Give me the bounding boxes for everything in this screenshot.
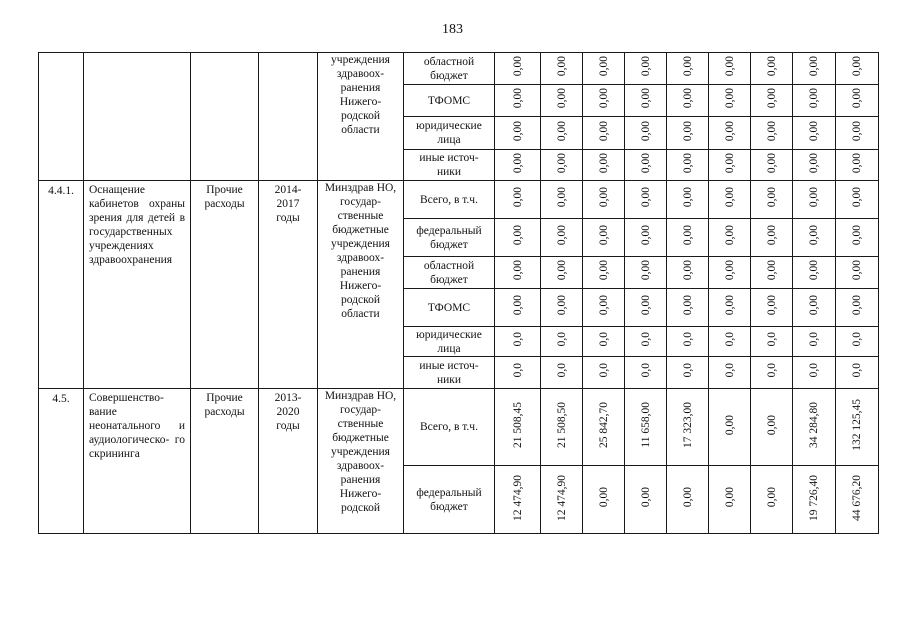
source-label: иные источ- ники bbox=[419, 359, 479, 386]
cell-executor bbox=[318, 53, 404, 181]
value: 0,00 bbox=[597, 152, 610, 174]
value: 0,0 bbox=[723, 363, 736, 378]
num-cell bbox=[793, 181, 836, 219]
value: 0,00 bbox=[851, 120, 863, 142]
value: 0,00 bbox=[765, 414, 778, 436]
num-cell bbox=[495, 117, 541, 150]
num-cell bbox=[583, 357, 625, 389]
num-cell bbox=[541, 327, 583, 357]
num-cell bbox=[625, 327, 667, 357]
value: 0,0 bbox=[555, 332, 568, 347]
num-cell bbox=[625, 466, 667, 534]
num-cell bbox=[709, 257, 751, 289]
num-cell bbox=[541, 357, 583, 389]
value: 0,0 bbox=[511, 332, 524, 347]
num-cell bbox=[495, 53, 541, 85]
num-cell bbox=[751, 53, 793, 85]
num-cell bbox=[541, 257, 583, 289]
source-label: юридические лица bbox=[416, 120, 482, 146]
value: 0,00 bbox=[597, 120, 610, 142]
num-cell bbox=[583, 327, 625, 357]
num-cell bbox=[709, 85, 751, 117]
cell-executor bbox=[318, 181, 404, 389]
value: 0,0 bbox=[597, 332, 610, 347]
num-cell bbox=[625, 257, 667, 289]
num-cell bbox=[495, 327, 541, 357]
value: 0,00 bbox=[597, 187, 610, 208]
num-cell bbox=[541, 85, 583, 117]
num-cell bbox=[836, 289, 879, 327]
value: 0,00 bbox=[808, 260, 820, 281]
value: 0,00 bbox=[765, 152, 778, 174]
value: 0,00 bbox=[597, 260, 610, 281]
num-cell bbox=[793, 257, 836, 289]
value: 0,00 bbox=[555, 88, 568, 109]
executor-text: Минздрав НО, государ- ственные бюджетные учреждения здравоох- ранения Нижего- родской области bbox=[324, 182, 397, 320]
item-number: 4.4.1. bbox=[48, 185, 74, 197]
value: 0,00 bbox=[681, 487, 694, 508]
cell-years bbox=[259, 53, 318, 181]
num-cell bbox=[667, 357, 709, 389]
num-cell bbox=[751, 257, 793, 289]
value: 0,0 bbox=[555, 363, 568, 378]
value: 0,00 bbox=[555, 225, 568, 246]
value: 0,00 bbox=[639, 225, 652, 246]
num-cell bbox=[709, 181, 751, 219]
cell-type bbox=[191, 181, 259, 389]
value: 132 125,45 bbox=[851, 399, 863, 451]
value: 0,00 bbox=[765, 187, 778, 208]
num-cell bbox=[709, 117, 751, 150]
value: 0,00 bbox=[851, 295, 863, 316]
value: 0,00 bbox=[723, 187, 736, 208]
value: 0,00 bbox=[723, 225, 736, 246]
num-cell bbox=[793, 289, 836, 327]
num-cell bbox=[836, 257, 879, 289]
value: 0,0 bbox=[808, 363, 820, 378]
value: 0,00 bbox=[511, 187, 524, 208]
num-cell bbox=[541, 181, 583, 219]
value: 0,00 bbox=[511, 88, 524, 109]
value: 12 474,90 bbox=[511, 474, 524, 521]
cell-source bbox=[404, 53, 495, 85]
cell-source bbox=[404, 85, 495, 117]
value: 0,00 bbox=[639, 487, 652, 508]
value: 0,00 bbox=[723, 120, 736, 142]
value: 0,00 bbox=[511, 120, 524, 142]
table-row bbox=[39, 389, 879, 466]
num-cell bbox=[751, 150, 793, 181]
value: 0,00 bbox=[555, 120, 568, 142]
value: 0,00 bbox=[511, 152, 524, 174]
value: 0,00 bbox=[808, 56, 820, 77]
value: 34 284,80 bbox=[808, 402, 820, 448]
source-label: федеральный бюджет bbox=[416, 486, 482, 513]
value: 0,00 bbox=[681, 225, 694, 246]
value: 0,00 bbox=[555, 187, 568, 208]
num-cell bbox=[793, 466, 836, 534]
cell-source bbox=[404, 327, 495, 357]
num-cell bbox=[751, 357, 793, 389]
value: 44 676,20 bbox=[851, 474, 863, 521]
source-label: областной бюджет bbox=[423, 55, 475, 82]
num-cell bbox=[583, 85, 625, 117]
value: 0,00 bbox=[765, 56, 778, 77]
num-cell bbox=[667, 466, 709, 534]
num-cell bbox=[541, 389, 583, 466]
value: 0,00 bbox=[765, 225, 778, 246]
num-cell bbox=[793, 85, 836, 117]
table-row bbox=[39, 181, 879, 219]
value: 0,00 bbox=[723, 152, 736, 174]
cell-source bbox=[404, 117, 495, 150]
num-cell bbox=[583, 53, 625, 85]
cell-id bbox=[39, 389, 84, 534]
num-cell bbox=[836, 389, 879, 466]
num-cell bbox=[793, 150, 836, 181]
value: 0,00 bbox=[808, 120, 820, 142]
num-cell bbox=[495, 85, 541, 117]
value: 0,0 bbox=[851, 363, 863, 378]
value: 0,00 bbox=[723, 295, 736, 316]
value: 0,00 bbox=[639, 88, 652, 109]
value: 17 323,00 bbox=[681, 402, 694, 448]
num-cell bbox=[836, 327, 879, 357]
cell-years bbox=[259, 389, 318, 534]
cell-id bbox=[39, 53, 84, 181]
value: 19 726,40 bbox=[808, 474, 820, 521]
num-cell bbox=[495, 289, 541, 327]
num-cell bbox=[583, 289, 625, 327]
expense-type: Прочие расходы bbox=[204, 392, 245, 418]
value: 0,00 bbox=[723, 56, 736, 77]
cell-source bbox=[404, 289, 495, 327]
num-cell bbox=[583, 257, 625, 289]
num-cell bbox=[667, 389, 709, 466]
value: 0,00 bbox=[851, 187, 863, 208]
value: 0,00 bbox=[765, 295, 778, 316]
num-cell bbox=[625, 219, 667, 257]
cell-source bbox=[404, 219, 495, 257]
num-cell bbox=[836, 85, 879, 117]
num-cell bbox=[541, 289, 583, 327]
executor-text: Минздрав НО, государ- ственные бюджетные учреждения здравоох- ранения Нижего- родской bbox=[324, 390, 397, 514]
num-cell bbox=[751, 85, 793, 117]
num-cell bbox=[625, 357, 667, 389]
value: 0,00 bbox=[808, 225, 820, 246]
value: 0,00 bbox=[765, 260, 778, 281]
source-label: Всего, в т.ч. bbox=[420, 193, 478, 206]
num-cell bbox=[541, 117, 583, 150]
num-cell bbox=[583, 181, 625, 219]
num-cell bbox=[836, 466, 879, 534]
value: 0,00 bbox=[808, 295, 820, 316]
num-cell bbox=[667, 327, 709, 357]
value: 0,00 bbox=[597, 225, 610, 246]
value: 0,00 bbox=[851, 88, 863, 109]
value: 0,00 bbox=[681, 295, 694, 316]
table-body bbox=[39, 53, 879, 534]
value: 25 842,70 bbox=[597, 402, 610, 448]
value: 0,00 bbox=[639, 152, 652, 174]
num-cell bbox=[667, 85, 709, 117]
item-name: Оснащение кабинетов охраны зрения для детей в государственных учреждениях здравоохранения bbox=[89, 184, 185, 266]
num-cell bbox=[625, 53, 667, 85]
num-cell bbox=[583, 466, 625, 534]
value: 0,00 bbox=[555, 295, 568, 316]
num-cell bbox=[836, 150, 879, 181]
cell-source bbox=[404, 389, 495, 466]
num-cell bbox=[495, 181, 541, 219]
cell-name bbox=[84, 181, 191, 389]
num-cell bbox=[541, 219, 583, 257]
num-cell bbox=[836, 181, 879, 219]
value: 0,00 bbox=[808, 88, 820, 109]
cell-source bbox=[404, 257, 495, 289]
num-cell bbox=[625, 289, 667, 327]
num-cell bbox=[495, 466, 541, 534]
num-cell bbox=[751, 327, 793, 357]
value: 0,00 bbox=[639, 295, 652, 316]
num-cell bbox=[667, 219, 709, 257]
value: 0,00 bbox=[765, 88, 778, 109]
value: 12 474,90 bbox=[555, 474, 568, 521]
cell-name bbox=[84, 389, 191, 534]
num-cell bbox=[793, 53, 836, 85]
value: 0,00 bbox=[765, 120, 778, 142]
num-cell bbox=[625, 389, 667, 466]
num-cell bbox=[583, 150, 625, 181]
value: 0,00 bbox=[639, 120, 652, 142]
cell-executor bbox=[318, 389, 404, 534]
item-number: 4.5. bbox=[52, 393, 70, 405]
cell-source bbox=[404, 181, 495, 219]
num-cell bbox=[751, 181, 793, 219]
source-label: ТФОМС bbox=[427, 94, 471, 107]
cell-source bbox=[404, 357, 495, 389]
value: 0,00 bbox=[765, 487, 778, 508]
num-cell bbox=[583, 219, 625, 257]
value: 0,00 bbox=[681, 88, 694, 109]
num-cell bbox=[793, 327, 836, 357]
num-cell bbox=[793, 219, 836, 257]
value: 0,00 bbox=[639, 187, 652, 208]
value: 21 508,50 bbox=[555, 402, 568, 448]
value: 0,00 bbox=[723, 414, 736, 436]
value: 0,0 bbox=[723, 332, 736, 347]
item-name: Совершенство- вание неонатального и аудиологическо- го скрининга bbox=[89, 392, 185, 460]
value: 21 508,45 bbox=[511, 402, 524, 448]
num-cell bbox=[709, 389, 751, 466]
source-label: федеральный бюджет bbox=[416, 224, 482, 251]
num-cell bbox=[751, 389, 793, 466]
value: 0,00 bbox=[808, 152, 820, 174]
value: 0,00 bbox=[597, 487, 610, 508]
value: 0,00 bbox=[851, 152, 863, 174]
num-cell bbox=[625, 150, 667, 181]
num-cell bbox=[667, 117, 709, 150]
num-cell bbox=[709, 219, 751, 257]
num-cell bbox=[793, 389, 836, 466]
value: 0,0 bbox=[765, 332, 778, 347]
value: 0,0 bbox=[765, 363, 778, 378]
source-label: областной бюджет bbox=[423, 259, 475, 286]
cell-name bbox=[84, 53, 191, 181]
value: 0,0 bbox=[681, 363, 694, 378]
value: 0,00 bbox=[723, 487, 736, 508]
value: 0,00 bbox=[597, 88, 610, 109]
value: 0,00 bbox=[511, 225, 524, 246]
num-cell bbox=[667, 257, 709, 289]
num-cell bbox=[541, 53, 583, 85]
num-cell bbox=[583, 389, 625, 466]
num-cell bbox=[709, 150, 751, 181]
value: 11 658,00 bbox=[639, 402, 652, 448]
source-label: юридические лица bbox=[416, 328, 482, 355]
num-cell bbox=[709, 466, 751, 534]
num-cell bbox=[836, 53, 879, 85]
value: 0,00 bbox=[681, 56, 694, 77]
value: 0,00 bbox=[851, 225, 863, 246]
value: 0,0 bbox=[639, 332, 652, 347]
value: 0,00 bbox=[511, 295, 524, 316]
value: 0,00 bbox=[808, 187, 820, 208]
page-number: 183 bbox=[442, 22, 463, 37]
years: 2014- 2017 годы bbox=[274, 184, 302, 224]
cell-type bbox=[191, 53, 259, 181]
num-cell bbox=[751, 219, 793, 257]
num-cell bbox=[495, 257, 541, 289]
value: 0,00 bbox=[639, 260, 652, 281]
num-cell bbox=[625, 181, 667, 219]
value: 0,0 bbox=[808, 332, 820, 347]
num-cell bbox=[667, 53, 709, 85]
value: 0,00 bbox=[555, 152, 568, 174]
cell-source bbox=[404, 150, 495, 181]
value: 0,00 bbox=[555, 260, 568, 281]
value: 0,00 bbox=[597, 295, 610, 316]
num-cell bbox=[541, 466, 583, 534]
value: 0,00 bbox=[681, 120, 694, 142]
num-cell bbox=[751, 466, 793, 534]
source-label: ТФОМС bbox=[427, 301, 471, 314]
value: 0,00 bbox=[597, 56, 610, 77]
value: 0,00 bbox=[511, 260, 524, 281]
executor-text: учреждения здравоох- ранения Нижего- родской области bbox=[331, 54, 390, 136]
value: 0,00 bbox=[681, 187, 694, 208]
value: 0,0 bbox=[681, 332, 694, 347]
value: 0,0 bbox=[851, 332, 863, 347]
num-cell bbox=[836, 219, 879, 257]
value: 0,0 bbox=[511, 363, 524, 378]
num-cell bbox=[709, 327, 751, 357]
value: 0,00 bbox=[511, 56, 524, 77]
value: 0,00 bbox=[555, 56, 568, 77]
num-cell bbox=[495, 357, 541, 389]
budget-table bbox=[38, 52, 879, 534]
cell-source bbox=[404, 466, 495, 534]
value: 0,00 bbox=[681, 152, 694, 174]
num-cell bbox=[667, 150, 709, 181]
num-cell bbox=[709, 289, 751, 327]
num-cell bbox=[495, 219, 541, 257]
cell-years bbox=[259, 181, 318, 389]
value: 0,0 bbox=[639, 363, 652, 378]
expense-type: Прочие расходы bbox=[204, 184, 245, 210]
num-cell bbox=[836, 117, 879, 150]
num-cell bbox=[667, 289, 709, 327]
value: 0,00 bbox=[639, 56, 652, 77]
num-cell bbox=[583, 117, 625, 150]
num-cell bbox=[495, 389, 541, 466]
num-cell bbox=[793, 117, 836, 150]
num-cell bbox=[625, 85, 667, 117]
num-cell bbox=[836, 357, 879, 389]
num-cell bbox=[709, 53, 751, 85]
num-cell bbox=[751, 117, 793, 150]
num-cell bbox=[667, 181, 709, 219]
value: 0,00 bbox=[723, 260, 736, 281]
value: 0,00 bbox=[723, 88, 736, 109]
value: 0,00 bbox=[851, 56, 863, 77]
source-label: Всего, в т.ч. bbox=[420, 421, 478, 433]
cell-type bbox=[191, 389, 259, 534]
source-label: иные источ- ники bbox=[419, 152, 479, 178]
num-cell bbox=[793, 357, 836, 389]
value: 0,00 bbox=[851, 260, 863, 281]
value: 0,00 bbox=[681, 260, 694, 281]
years: 2013- 2020 годы bbox=[274, 392, 302, 432]
cell-id bbox=[39, 181, 84, 389]
num-cell bbox=[625, 117, 667, 150]
table-row bbox=[39, 53, 879, 85]
num-cell bbox=[709, 357, 751, 389]
value: 0,0 bbox=[597, 363, 610, 378]
num-cell bbox=[751, 289, 793, 327]
num-cell bbox=[541, 150, 583, 181]
num-cell bbox=[495, 150, 541, 181]
